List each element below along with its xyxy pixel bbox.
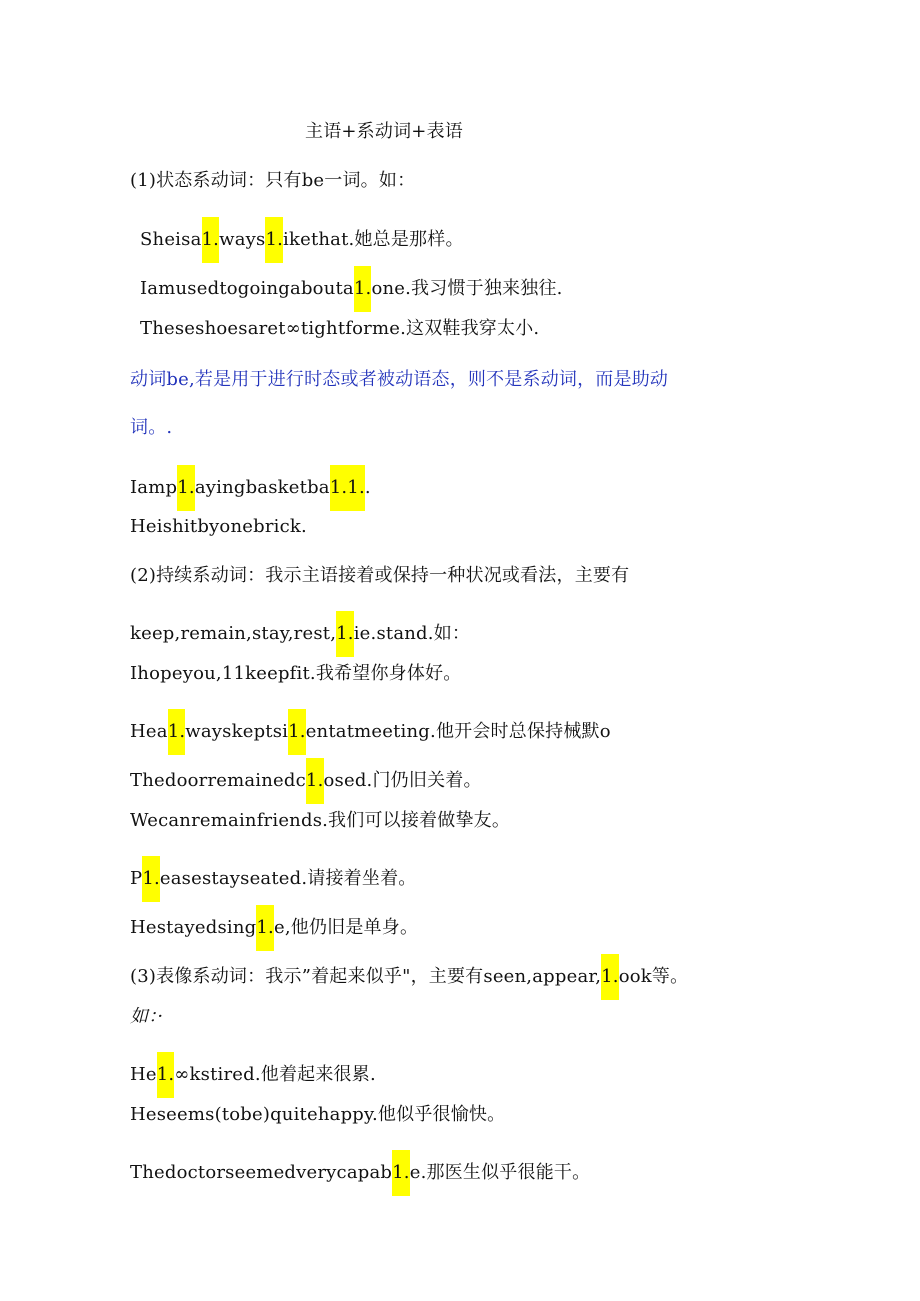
text-line [130,1101,505,1129]
text-line [130,709,611,755]
note-line [130,366,668,394]
text-line [130,660,461,688]
text-line [130,807,510,835]
text-segment: Iamusedtogoingabouta [140,278,354,299]
text-segment: 如：· [130,1006,164,1027]
text-segment: ayingbasketba [194,477,330,498]
text-segment: Hestayedsing [130,917,257,938]
text-line [130,1052,376,1098]
note-line [130,414,172,442]
text-segment: keep,remain,stay,rest, [130,623,337,644]
text-line [130,1003,163,1031]
text-segment: (3)表像系动词：我示”着起来似乎"，主要有seen,appear, [130,966,602,987]
text-segment: ook等。 [618,966,689,987]
highlighted-text: 1. [601,954,619,1000]
text-segment: Theseshoesaret∞tightforme.这双鞋我穿太小. [140,318,540,339]
text-segment: e,他仍旧是单身。 [273,917,419,938]
text-segment: osed.门仍旧关着。 [323,770,482,791]
highlighted-text: 1. [265,217,283,263]
text-segment: Wecanremainfriends.我们可以接着做挚友。 [130,810,511,831]
highlighted-text: 1. [202,217,220,263]
text-segment: ∞kstired.他着起来很累. [174,1064,376,1085]
text-line [130,465,371,511]
text-segment: entatmeeting.他开会时总保持械默o [305,721,611,742]
text-line [130,954,688,1000]
text-segment: Heseems(tobe)quitehappy.他似乎很愉快。 [130,1104,506,1125]
text-segment: ways [219,229,266,250]
text-segment: 词。. [130,417,173,438]
text-segment: . [364,477,371,498]
text-segment: (1)状态系动词：只有be一词。如： [130,170,416,191]
text-segment: Heishitbyonebrick. [130,516,307,537]
highlighted-text: 1. [256,905,274,951]
text-line [130,167,415,195]
text-segment: ie.stand.如： [353,623,471,644]
text-segment: wayskeptsi [185,721,289,742]
text-line [140,315,539,343]
text-segment: ikethat.她总是那样。 [283,229,464,250]
text-segment: Ihopeyou,11keepfit.我希望你身体好。 [130,663,462,684]
text-segment: e.那医生似乎很能干。 [409,1162,591,1183]
highlighted-text: 1.1. [330,465,365,511]
text-line [130,562,629,590]
highlighted-text: 1. [336,611,354,657]
text-segment: easestayseated.请接着坐着。 [159,868,417,889]
text-segment: Thedoctorseemedverycapab [130,1162,393,1183]
highlighted-text: 1. [288,709,306,755]
text-segment: He [130,1064,157,1085]
text-line [140,217,464,263]
highlighted-text: 1. [392,1150,410,1196]
text-segment: Iamp [130,477,178,498]
highlighted-text: 1. [306,758,324,804]
text-line [130,1150,590,1196]
text-line [130,758,482,804]
text-segment: Hea [130,721,168,742]
text-line [130,513,307,541]
text-segment: 动词be,若是用于进行时态或者被动语态，则不是系动词，而是助动 [130,369,669,390]
doc-title: 主语+系动词+表语 [305,121,463,142]
text-segment: Sheisa [140,229,202,250]
text-segment: P [130,868,143,889]
text-segment: one.我习惯于独来独往. [371,278,563,299]
highlighted-text: 1. [168,709,186,755]
highlighted-text: 1. [354,266,372,312]
highlighted-text: 1. [177,465,195,511]
highlighted-text: 1. [142,856,160,902]
text-line [130,611,470,657]
text-segment: Thedoorremainedc [130,770,306,791]
text-line [130,905,418,951]
text-segment: (2)持续系动词：我示主语接着或保持一种状况或看法，主要有 [130,565,630,586]
text-line [140,266,563,312]
highlighted-text: 1. [157,1052,175,1098]
text-line [130,856,417,902]
